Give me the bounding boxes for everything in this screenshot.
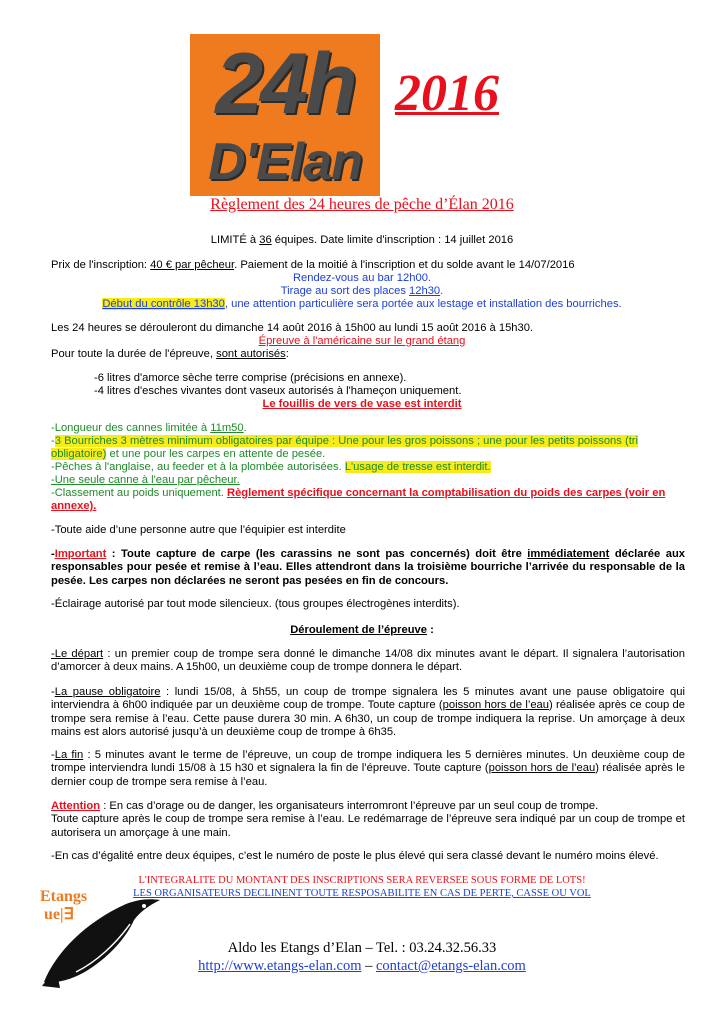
- important-notice: -Important : Toute capture de carpe (les carassins ne sont pas concernés) doit être immédiatement déclarée aux responsables pour pesée et remise à l’eau. Elles attendront dans la troisième bourriche l’arrivée du responsable de la pesée. Les carpes non déclarées ne seront pas pesées en fin de concours.: [51, 548, 686, 587]
- attention-section: Attention : En cas d’orage ou de danger, les organisateurs interromront l’épreuve par un seul coup de trompe. Toute capture après le coup de trompe sera remise à l’eau. Le redémarrage de l’épreuve sera indiqué par un coup de trompe et autorisera un amorçage à une main.: [51, 800, 685, 839]
- progress-heading: Déroulement de l’épreuve :: [290, 624, 434, 636]
- live-bait-rule: -4 litres d'esches vivantes dont vaseux autorisés à l'hameçon uniquement.: [94, 385, 462, 397]
- event-logo: [190, 34, 380, 196]
- nets-rule: -3 Bourriches 3 mètres minimum obligatoires par équipe : Une pour les gros poissons ; une pour les petits poissons (tri: [51, 435, 639, 447]
- start-section: -Le départ : un premier coup de trompe sera donné le dimanche 14/08 dix minutes avant le départ. Il signalera l’autorisation d’amorcer à deux mains. A 15h00, un deuxième coup de trompe donnera le départ.: [51, 648, 685, 674]
- email-link[interactable]: contact@etangs-elan.com: [376, 958, 526, 974]
- help-rule: -Toute aide d’une personne autre que l’équipier est interdite: [51, 524, 346, 536]
- rod-length-rule: -Longueur des cannes limitée à 11m50.: [51, 422, 247, 434]
- one-rod-rule: -Une seule canne à l'eau par pêcheur.: [51, 474, 240, 486]
- year-heading: 2016: [395, 65, 499, 122]
- team-limit: LIMITÉ à 36 équipes. Date limite d'inscription : 14 juillet 2016: [210, 234, 514, 246]
- prize-notice: L'INTEGRALITE DU MONTANT DES INSCRIPTIONS SERA REVERSEE SOUS FORME DE LOTS!: [138, 875, 586, 886]
- bait-rule: -6 litres d'amorce sèche terre comprise (précisions en annexe).: [94, 372, 407, 384]
- control-start: Début du contrôle 13h30, une attention particulière sera portée aux lestage et installation des bourriches.: [102, 298, 622, 310]
- fish-logo-bottom-text: ue|∃: [44, 906, 74, 923]
- contact-line: Aldo les Etangs d’Elan – Tel. : 03.24.32.56.33: [227, 940, 497, 956]
- page-title: Règlement des 24 heures de pêche d’Élan 2016: [210, 196, 514, 213]
- liability-notice: LES ORGANISATEURS DECLINENT TOUTE RESPOSABILITE EN CAS DE PERTE, CASSE OU VOL: [133, 888, 591, 899]
- logo-elan-text: D'Elan: [208, 133, 362, 191]
- etangs-fish-logo: [36, 882, 166, 994]
- rendezvous: Rendez-vous au bar 12h00.: [292, 272, 432, 284]
- ranking-rule-cont: annexe).: [51, 500, 97, 512]
- draw-time: Tirage au sort des places 12h30.: [280, 285, 444, 297]
- fish-logo-top-text: Etangs: [40, 888, 88, 905]
- ranking-rule: -Classement au poids uniquement. Règlement spécifique concernant la comptabilisation du poids des carpes (voir en: [51, 487, 666, 499]
- website-link[interactable]: http://www.etangs-elan.com: [198, 958, 362, 974]
- end-section: -La fin : 5 minutes avant le terme de l’épreuve, un coup de trompe indiquera les 5 dernières minutes. Un deuxième coup de trompe interviendra lundi 15/08 à 15 h30 et signalera la fin de l’épreuve. Toute capture (poisson hors de l’eau) réalisée après le dernier coup de trompe sera remise à l’eau.: [51, 749, 686, 788]
- pause-section: -La pause obligatoire : lundi 15/08, à 5h55, un coup de trompe signalera les 5 minutes avant une pause obligatoire qui interviendra à 6h00 indiquée par un deuxième coup de trompe. Toute capture (poisson hors de l’eau) réalisée après ce coup de trompe sera remise à l’eau. Cette pause durera 30 min. A 6h30, un coup de trompe indiquera la reprise. Un amorçage à deux mains est alors autorisé jusqu’à un deuxième coup de trompe à 6h35.: [51, 686, 685, 739]
- no-worms-rule: Le fouillis de vers de vase est interdit: [262, 398, 462, 410]
- event-dates: Les 24 heures se dérouleront du dimanche 14 août 2016 à 15h00 au lundi 15 août 2016 à 15h30.: [51, 322, 534, 334]
- logo-24h-text: 24h: [215, 36, 355, 132]
- american-format: Épreuve à l'américaine sur le grand étang: [258, 335, 466, 347]
- methods-rule: -Pêches à l'anglaise, au feeder et à la plombée autorisées. L'usage de tresse est interdit.: [51, 461, 491, 473]
- price-line: Prix de l'inscription: 40 € par pêcheur. Paiement de la moitié à l'inscription et du solde avant le 14/07/2016: [51, 259, 575, 271]
- tie-rule: -En cas d’égalité entre deux équipes, c’est le numéro de poste le plus élevé qui sera classé devant le numéro moins élevé.: [51, 850, 659, 862]
- contact-links: http://www.etangs-elan.com – contact@etangs-elan.com: [198, 958, 526, 974]
- lighting-rule: -Éclairage autorisé par tout mode silencieux. (tous groupes électrogènes interdits).: [51, 598, 460, 610]
- allowed-intro: Pour toute la durée de l'épreuve, sont autorisés:: [51, 348, 289, 360]
- nets-rule-cont: obligatoire) et une pour les carpes en attente de pesée.: [51, 448, 326, 460]
